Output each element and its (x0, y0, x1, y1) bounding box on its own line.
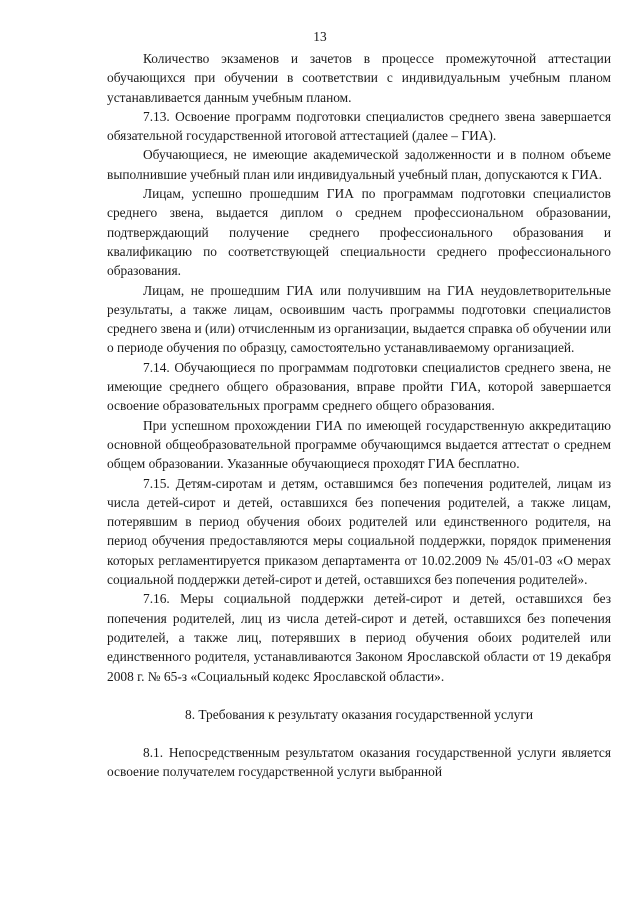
paragraph: Лицам, успешно прошедшим ГИА по программам подготовки специалистов среднего звена, выдается диплом о среднем профессиональном образовании, подтверждающий получение среднего профессионального образования и квалификацию по соответствующей специальности среднего профессионального образования. (107, 186, 611, 279)
paragraph: При успешном прохождении ГИА по имеющей государственную аккредитацию основной общеобразовательной программе обучающимся выдается аттестат о среднем общем образовании. Указанные обучающиеся проходят ГИА бесплатно. (107, 417, 611, 472)
paragraph: Количество экзаменов и зачетов в процессе промежуточной аттестации обучающихся при обучении в соответствии с индивидуальным учебным планом устанавливается данным учебным планом. (107, 51, 611, 105)
section-heading: 8. Требования к результату оказания государственной услуги (185, 706, 533, 722)
paragraph: Обучающиеся, не имеющие академической задолженности и в полном объеме выполнившие учебный план или индивидуальный учебный план, допускаются к ГИА. (107, 147, 611, 182)
paragraph: 7.15. Детям-сиротам и детям, оставшимся без попечения родителей, лицам из числа детей-сирот и детей, оставшихся без попечения родителей, а также лицам, потерявшим в период обучения обоих родителей или единственного родителя, на период обучения предоставляются меры социальной поддержки, порядок применения которых регламентируется приказом департамента от 10.02.2009 № 45/01-03 «О мерах социальной поддержки детей-сирот и детей, оставшихся без попечения родителей». (107, 475, 611, 588)
paragraph: 7.14. Обучающиеся по программам подготовки специалистов среднего звена, не имеющие среднего общего образования, вправе пройти ГИА, которой завершается освоение образовательных программ среднего общего образования. (107, 359, 611, 414)
paragraph: 7.16. Меры социальной поддержки детей-сирот и детей, оставшихся без попечения родителей, лиц из числа детей-сирот и детей, оставшихся без попечения родителей, а также лиц, потерявших в период обучения обоих родителей или единственного родителя, устанавливаются Законом Ярославской области от 19 декабря 2008 г. № 65-з «Социальный кодекс Ярославской области». (107, 591, 611, 684)
paragraph: 8.1. Непосредственным результатом оказания государственной услуги является освоение получателем государственной услуги выбранной (107, 745, 611, 780)
paragraph: 7.13. Освоение программ подготовки специалистов среднего звена завершается обязательной государственной итоговой аттестацией (далее – ГИА). (107, 108, 611, 144)
document-body (107, 49, 611, 782)
paragraph: Лицам, не прошедшим ГИА или получившим на ГИА неудовлетворительные результаты, а также лицам, освоившим часть программы подготовки специалистов среднего звена и (или) отчисленным из организации, выдается справка об обучении или о периоде обучения по образцу, самостоятельно устанавливаемому организацией. (107, 282, 611, 356)
page-number: 13 (313, 29, 327, 44)
